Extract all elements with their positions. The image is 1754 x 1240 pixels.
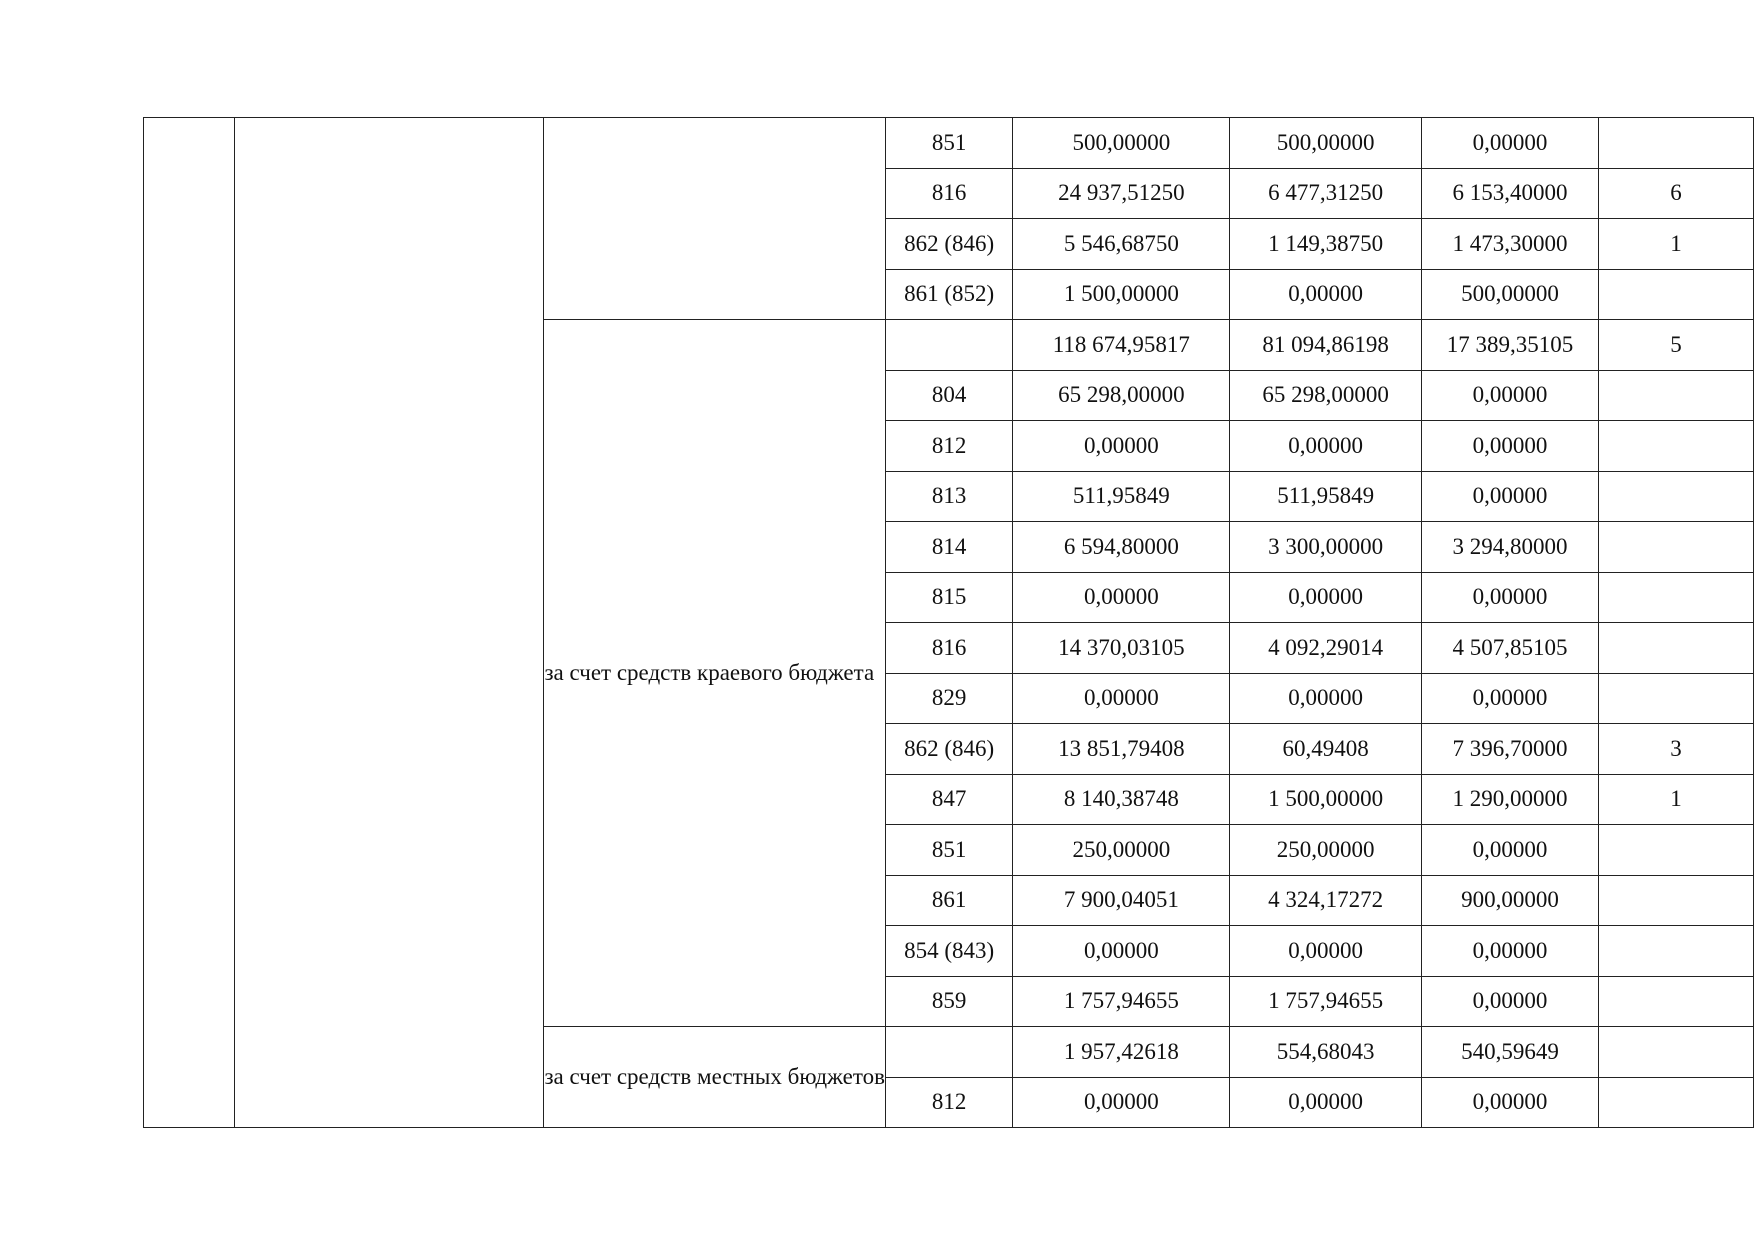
total-amount-cell: 14 370,03105	[1013, 623, 1230, 674]
year2-amount-cell: 1 290,00000	[1421, 774, 1598, 825]
total-amount-cell: 511,95849	[1013, 471, 1230, 522]
year3-amount-cell-clipped	[1599, 623, 1754, 674]
total-amount-cell: 13 851,79408	[1013, 724, 1230, 775]
year1-amount-cell: 65 298,00000	[1230, 370, 1422, 421]
year3-amount-cell-clipped: 1	[1599, 774, 1754, 825]
year3-amount-cell-clipped: 6	[1599, 168, 1754, 219]
table-row	[144, 118, 1754, 169]
total-amount-cell: 118 674,95817	[1013, 320, 1230, 371]
budget-table	[143, 117, 1754, 1128]
year1-amount-cell: 1 757,94655	[1230, 976, 1422, 1027]
year2-amount-cell: 1 473,30000	[1421, 219, 1598, 270]
year1-amount-cell: 0,00000	[1230, 1077, 1422, 1128]
budget-code-cell: 816	[885, 623, 1012, 674]
total-amount-cell: 65 298,00000	[1013, 370, 1230, 421]
budget-code-cell: 861	[885, 875, 1012, 926]
budget-code-cell: 816	[885, 168, 1012, 219]
year2-amount-cell: 540,59649	[1421, 1027, 1598, 1078]
year2-amount-cell: 0,00000	[1421, 421, 1598, 472]
budget-code-cell	[885, 1027, 1012, 1078]
year2-amount-cell: 0,00000	[1421, 1077, 1598, 1128]
year1-amount-cell: 554,68043	[1230, 1027, 1422, 1078]
year3-amount-cell-clipped	[1599, 875, 1754, 926]
year1-amount-cell: 511,95849	[1230, 471, 1422, 522]
year2-amount-cell: 6 153,40000	[1421, 168, 1598, 219]
year2-amount-cell: 4 507,85105	[1421, 623, 1598, 674]
budget-code-cell: 861 (852)	[885, 269, 1012, 320]
year2-amount-cell: 3 294,80000	[1421, 522, 1598, 573]
budget-code-cell: 804	[885, 370, 1012, 421]
funding-source-label-regional: за счет средств краевого бюджета	[544, 320, 886, 1027]
year3-amount-cell-clipped	[1599, 1027, 1754, 1078]
total-amount-cell: 6 594,80000	[1013, 522, 1230, 573]
total-amount-cell: 8 140,38748	[1013, 774, 1230, 825]
year1-amount-cell: 0,00000	[1230, 269, 1422, 320]
total-amount-cell: 1 757,94655	[1013, 976, 1230, 1027]
year3-amount-cell-clipped	[1599, 976, 1754, 1027]
budget-code-cell: 862 (846)	[885, 219, 1012, 270]
budget-code-cell: 859	[885, 976, 1012, 1027]
budget-code-cell: 854 (843)	[885, 926, 1012, 977]
year1-amount-cell: 500,00000	[1230, 118, 1422, 169]
budget-code-cell: 862 (846)	[885, 724, 1012, 775]
total-amount-cell: 500,00000	[1013, 118, 1230, 169]
total-amount-cell: 24 937,51250	[1013, 168, 1230, 219]
total-amount-cell: 0,00000	[1013, 421, 1230, 472]
budget-code-cell: 847	[885, 774, 1012, 825]
total-amount-cell: 5 546,68750	[1013, 219, 1230, 270]
budget-code-cell	[885, 320, 1012, 371]
budget-code-cell: 829	[885, 673, 1012, 724]
year3-amount-cell-clipped	[1599, 522, 1754, 573]
funding-source-label-local: за счет средств местных бюджетов	[544, 1027, 886, 1128]
year3-amount-cell-clipped	[1599, 421, 1754, 472]
year1-amount-cell: 0,00000	[1230, 572, 1422, 623]
funding-source-label	[544, 118, 886, 320]
total-amount-cell: 0,00000	[1013, 572, 1230, 623]
budget-code-cell: 851	[885, 118, 1012, 169]
number-column-cell	[144, 118, 235, 1128]
year1-amount-cell: 1 149,38750	[1230, 219, 1422, 270]
year1-amount-cell: 250,00000	[1230, 825, 1422, 876]
year2-amount-cell: 0,00000	[1421, 471, 1598, 522]
year2-amount-cell: 0,00000	[1421, 572, 1598, 623]
year3-amount-cell-clipped	[1599, 673, 1754, 724]
year3-amount-cell-clipped: 1	[1599, 219, 1754, 270]
year3-amount-cell-clipped	[1599, 471, 1754, 522]
budget-table-body	[144, 118, 1754, 1128]
year2-amount-cell: 0,00000	[1421, 976, 1598, 1027]
year1-amount-cell: 60,49408	[1230, 724, 1422, 775]
year3-amount-cell-clipped	[1599, 825, 1754, 876]
year3-amount-cell-clipped	[1599, 1077, 1754, 1128]
total-amount-cell: 250,00000	[1013, 825, 1230, 876]
budget-code-cell: 851	[885, 825, 1012, 876]
total-amount-cell: 7 900,04051	[1013, 875, 1230, 926]
year1-amount-cell: 0,00000	[1230, 673, 1422, 724]
total-amount-cell: 1 957,42618	[1013, 1027, 1230, 1078]
year1-amount-cell: 0,00000	[1230, 421, 1422, 472]
year2-amount-cell: 0,00000	[1421, 118, 1598, 169]
total-amount-cell: 0,00000	[1013, 1077, 1230, 1128]
year1-amount-cell: 3 300,00000	[1230, 522, 1422, 573]
year1-amount-cell: 6 477,31250	[1230, 168, 1422, 219]
year1-amount-cell: 1 500,00000	[1230, 774, 1422, 825]
total-amount-cell: 1 500,00000	[1013, 269, 1230, 320]
year2-amount-cell: 0,00000	[1421, 825, 1598, 876]
year3-amount-cell-clipped	[1599, 370, 1754, 421]
total-amount-cell: 0,00000	[1013, 926, 1230, 977]
year2-amount-cell: 500,00000	[1421, 269, 1598, 320]
year2-amount-cell: 900,00000	[1421, 875, 1598, 926]
program-name-column-cell	[234, 118, 544, 1128]
budget-code-cell: 814	[885, 522, 1012, 573]
year3-amount-cell-clipped: 3	[1599, 724, 1754, 775]
total-amount-cell: 0,00000	[1013, 673, 1230, 724]
year2-amount-cell: 17 389,35105	[1421, 320, 1598, 371]
budget-code-cell: 813	[885, 471, 1012, 522]
year3-amount-cell-clipped	[1599, 269, 1754, 320]
year2-amount-cell: 0,00000	[1421, 370, 1598, 421]
year3-amount-cell-clipped: 5	[1599, 320, 1754, 371]
year3-amount-cell-clipped	[1599, 572, 1754, 623]
year1-amount-cell: 81 094,86198	[1230, 320, 1422, 371]
budget-code-cell: 812	[885, 1077, 1012, 1128]
year1-amount-cell: 4 092,29014	[1230, 623, 1422, 674]
year3-amount-cell-clipped	[1599, 118, 1754, 169]
year3-amount-cell-clipped	[1599, 926, 1754, 977]
budget-code-cell: 812	[885, 421, 1012, 472]
budget-code-cell: 815	[885, 572, 1012, 623]
year1-amount-cell: 4 324,17272	[1230, 875, 1422, 926]
year2-amount-cell: 7 396,70000	[1421, 724, 1598, 775]
year1-amount-cell: 0,00000	[1230, 926, 1422, 977]
year2-amount-cell: 0,00000	[1421, 926, 1598, 977]
year2-amount-cell: 0,00000	[1421, 673, 1598, 724]
